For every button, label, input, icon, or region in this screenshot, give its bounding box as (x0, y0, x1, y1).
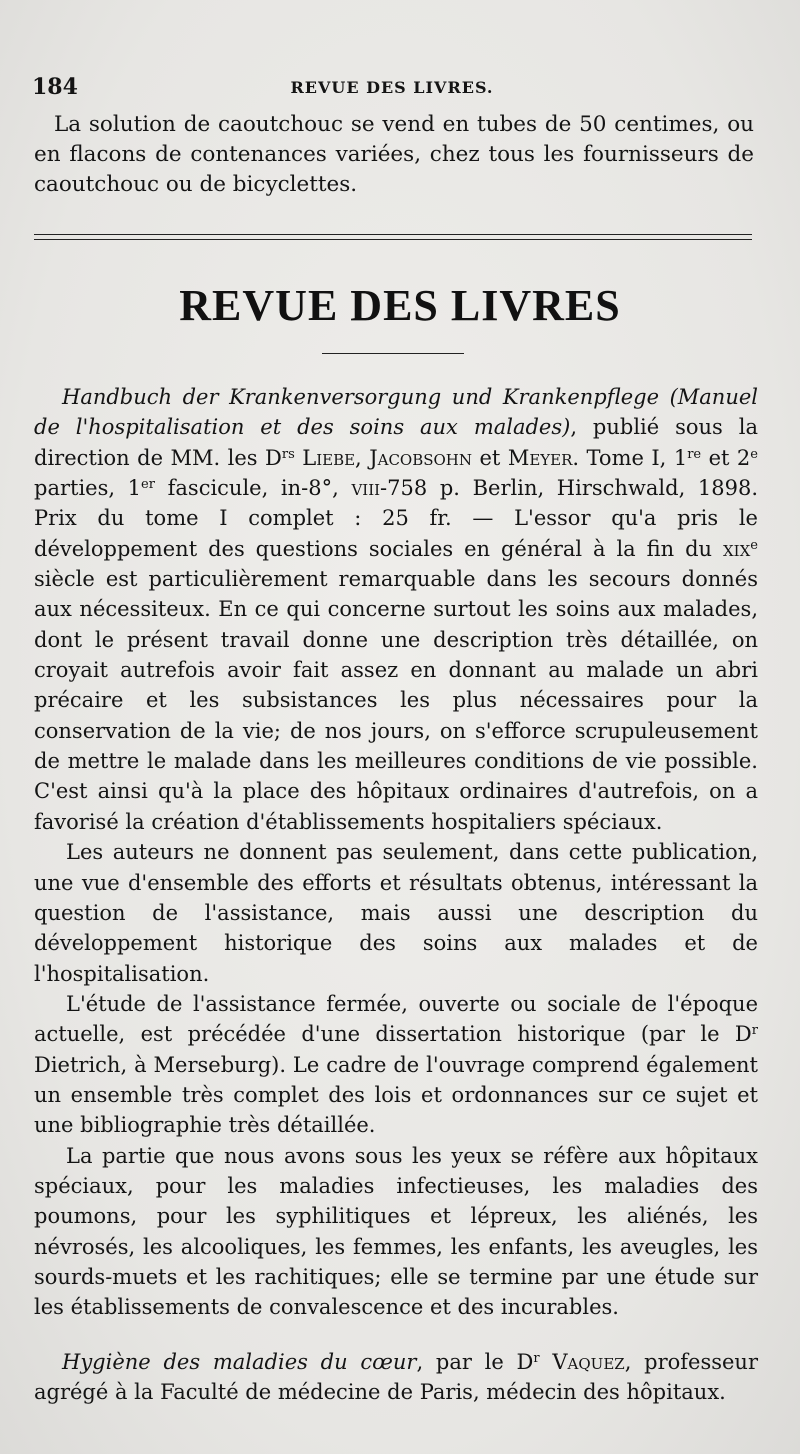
intro-text: La solution de caoutchouc se vend en tubes de 50 centimes, ou en flacons de contenances variées, chez tous les fournisseurs de caoutchouc ou de bicyclettes. (34, 112, 754, 197)
author-jacobsohn: Jacobsohn (369, 445, 473, 470)
title-underline (322, 353, 464, 354)
paragraph-etude: L'étude de l'assistance fermée, ouverte ou sociale de l'époque actuelle, est précédée d'une dissertation historique (par le $D^r$ Dietrich, à Merseburg). Le cadre de l'ouvrage comprend également un ensemble très complet des lois et ordonnances sur ce sujet et une bibliographie très détaillée. (34, 991, 758, 1138)
double-rule-top (34, 234, 752, 235)
intro-paragraph (34, 110, 754, 200)
page-number: 184 (32, 74, 78, 100)
author-liebe: Liebe (302, 445, 356, 470)
author-vaquez: Vaquez (552, 1349, 625, 1374)
review-handbuch: Handbuch der Krankenversorgung und Krankenpflege (Manuel de l'hospitalisation et des soins aux malades), publié sous la direction de MM. les $D^{rs}$ Liebe, Jacobsohn et Meyer. Tome I, 1re et 2e parties, 1er fascicule, in-8°, viii-758 p. Berlin, Hirschwald, 1898. Prix du tome I complet : 25 fr. — L'essor qu'a pris le développement des questions sociales en général à la fin du xix$^e$ siècle est particulièrement remarquable dans les secours donnés aux nécessiteux. En ce qui concerne surtout les soins aux malades, dont le présent travail donne une description très détaillée, on croyait autrefois avoir fait assez en donnant au malade un abri précaire et les subsistances les plus nécessaires pour la conservation de la vie; de nos jours, on s'efforce scrupuleusement de mettre le malade dans les meilleures conditions de vie possible. C'est ainsi qu'à la place des hôpitaux ordinaires d'autrefois, on a favorisé la création d'établissements hospitaliers spéciaux. (34, 385, 759, 834)
paragraph-auteurs: Les auteurs ne donnent pas seulement, dans cette publication, une vue d'ensemble des efforts et résultats obtenus, intéressant la question de l'assistance, mais aussi une description du développement historique des soins aux malades et de l'hospitalisation. (34, 840, 758, 986)
paragraph-partie: La partie que nous avons sous les yeux se réfère aux hôpitaux spéciaux, pour les maladies infectieuses, les maladies des poumons, pour les syphilitiques et lépreux, les aliénés, les névrosés, les alcooliques, les femmes, les enfants, les aveugles, les sourds-muets et les rachitiques; elle se termine par une étude sur les établissements de convalescence et des incurables. (34, 1143, 758, 1320)
double-rule-bottom (34, 239, 752, 240)
running-head (32, 74, 752, 108)
review-column (34, 382, 758, 1407)
section-title: REVUE DES LIVRES (179, 281, 621, 330)
review-handbuch-title: Handbuch der Krankenversorgung und Krankenpflege (Manuel de l'hospitalisation et des soins aux malades) (34, 385, 758, 440)
author-meyer: Meyer (507, 445, 573, 470)
review-hygiene: Hygiène des maladies du cœur, par le $D^r$ Vaquez, professeur agrégé à la Faculté de médecine de Paris, médecin des hôpitaux. (34, 1349, 758, 1404)
review-hygiene-title: Hygiène des maladies du cœur (62, 1349, 417, 1374)
running-title: REVUE DES LIVRES. (290, 78, 494, 97)
